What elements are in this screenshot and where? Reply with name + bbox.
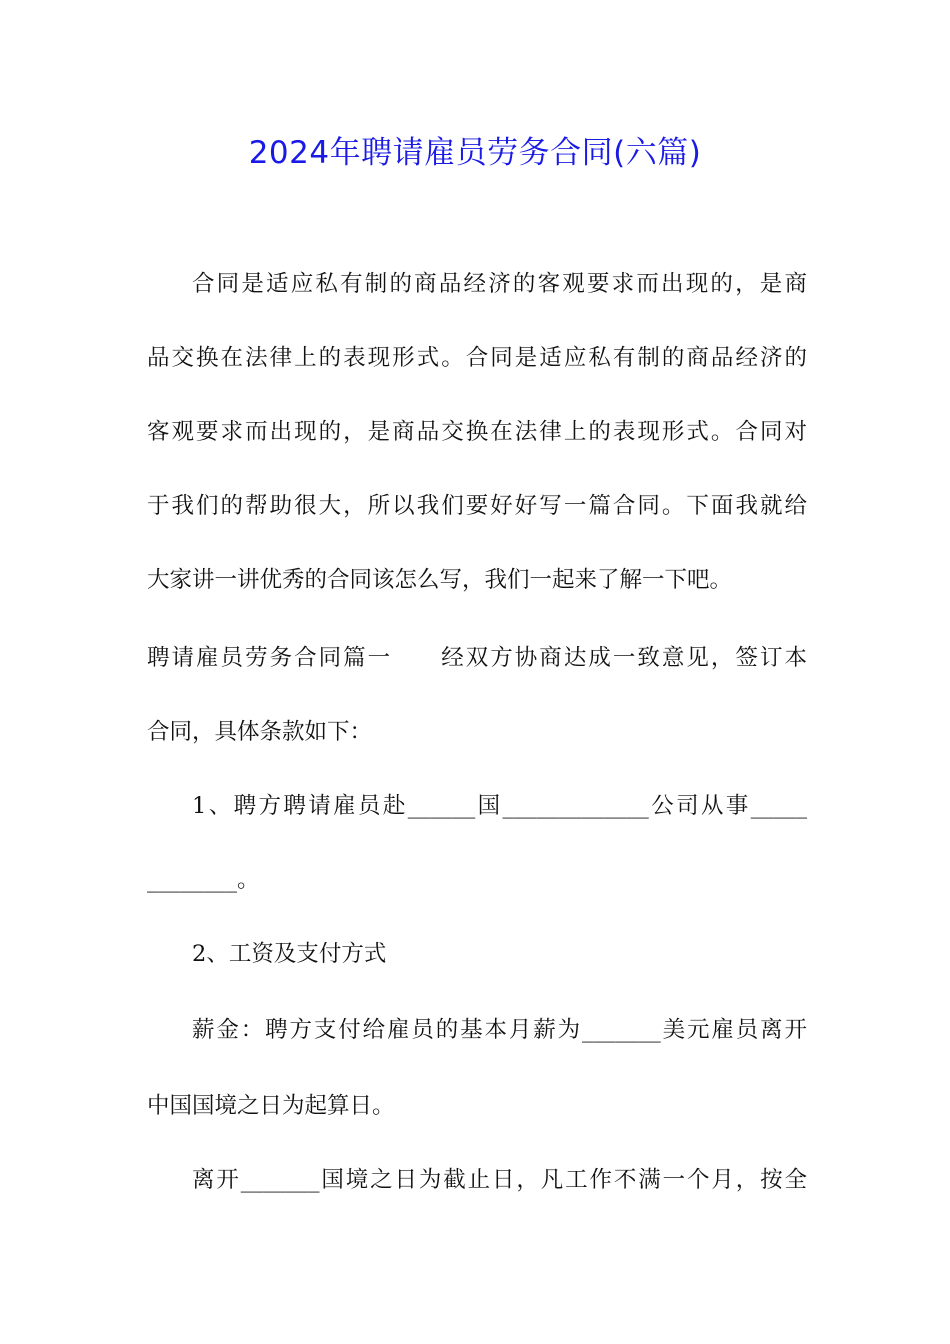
paragraph-line: 客观要求而出现的，是商品交换在法律上的表现形式。合同对 [147,419,807,445]
clause-line: ________。 [147,867,260,893]
paragraph-line: 合同，具体条款如下： [147,719,373,745]
clause-line: 薪金：聘方支付给雇员的基本月薪为_______美元雇员离开 [192,1017,807,1043]
clause-line: 中国国境之日为起算日。 [147,1093,395,1119]
paragraph-line: 品交换在法律上的表现形式。合同是适应私有制的商品经济的 [147,345,807,371]
paragraph-line: 大家讲一讲优秀的合同该怎么写，我们一起来了解一下吧。 [147,567,733,593]
paragraph-line: 聘请雇员劳务合同篇一 经双方协商达成一致意见，签订本 [147,645,807,671]
clause-line: 1、聘方聘请雇员赴______国_____________公司从事_____ [192,793,807,819]
paragraph-line: 于我们的帮助很大，所以我们要好好写一篇合同。下面我就给 [147,493,807,519]
clause-heading: 2、工资及支付方式 [192,941,387,967]
clause-line: 离开_______国境之日为截止日，凡工作不满一个月，按全 [192,1167,807,1193]
paragraph-line: 合同是适应私有制的商品经济的客观要求而出现的，是商 [192,271,807,297]
document-title: 2024年聘请雇员劳务合同(六篇) [248,135,702,171]
